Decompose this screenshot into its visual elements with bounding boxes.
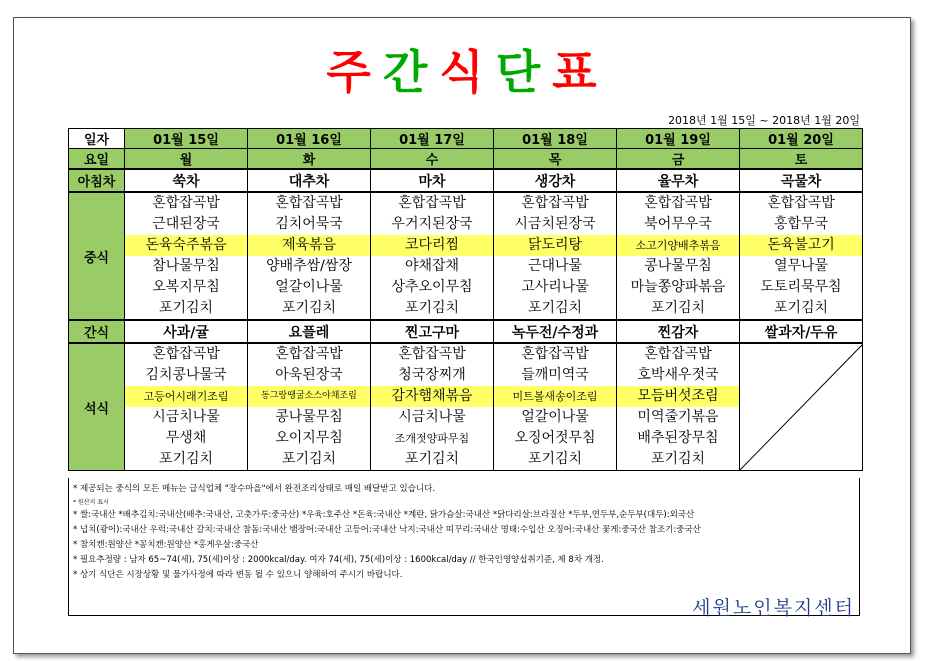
dinner-item: 포기김치 [404,451,460,467]
dinner-item: 김치콩나물국 [145,367,227,383]
lunch-item: 상추오이무침 [391,279,473,295]
tea-cell: 율무차 [617,169,740,192]
dinner-item: 얼갈이나물 [521,409,589,425]
lunch-item: 제육볶음 [248,235,370,256]
lunch-cell [371,192,494,320]
lunch-item: 코다리찜 [371,235,493,256]
dinner-item: 포기김치 [158,451,214,467]
row-lunch [69,192,863,320]
note-line: * 원산지 표시 [73,499,109,506]
label-dinner: 석식 [69,343,125,471]
dinner-item: 아욱된장국 [275,367,343,383]
title-char: 식 [439,45,496,99]
note-line: * 쌀:국내산 *배추김치:국내산(배추:국내산, 고춧가루:중국산) *우육:호주산 *돈육:국내산 *계란, 닭가슴살:국내산 *닭다리살:브라질산 *두부,연두부,순두부(대두):외국산 [73,510,695,520]
date-cell: 01월 19일 [617,129,740,149]
lunch-item: 돈육불고기 [740,235,862,256]
lunch-item: 김치어묵국 [275,216,343,232]
lunch-cell [617,192,740,320]
day-cell: 월 [125,149,248,170]
lunch-item: 포기김치 [281,300,337,316]
lunch-item: 혼합잡곡밥 [275,195,343,211]
dinner-cell [494,343,617,471]
tea-cell: 곡물차 [740,169,863,192]
dinner-item: 청국장찌개 [398,367,466,383]
dinner-item: 미역줄기볶음 [637,409,719,425]
lunch-item: 포기김치 [404,300,460,316]
organization-name: 세원노인복지센터 [692,597,855,619]
weekly-menu-table [68,128,863,471]
lunch-item: 포기김치 [650,300,706,316]
lunch-item: 콩나물무침 [644,258,712,274]
dinner-item: 혼합잡곡밥 [275,346,343,362]
lunch-item: 홍합무국 [773,216,829,232]
note-line: * 넙치(광어):국내산 우럭:국내산 갈치:국내산 참돔:국내산 뱀장어:국내산 고등어:국내산 낙지:국내산 띠꾸리:국내산 명태:수입산 오징어:국내산 꽃게:중국산 참조기:중국산 [73,525,701,535]
dinner-item: 호박새우젓국 [637,367,719,383]
date-cell: 01월 18일 [494,129,617,149]
date-cell: 01월 20일 [740,129,863,149]
label-day: 요일 [69,149,125,170]
snack-cell: 녹두전/수정과 [494,320,617,343]
diagonal-line [740,344,863,470]
date-cell: 01월 16일 [248,129,371,149]
dinner-cell [371,343,494,471]
row-days [69,149,863,170]
dinner-item: 콩나물무침 [275,409,343,425]
lunch-item: 근대나물 [527,258,583,274]
lunch-item: 참나물무침 [152,258,220,274]
label-date: 일자 [69,129,125,149]
date-range: 2018년 1월 15일 ~ 2018년 1월 20일 [668,114,860,127]
dinner-item: 고등어시래기조림 [125,386,247,407]
snack-cell: 찐고구마 [371,320,494,343]
lunch-item: 근대된장국 [152,216,220,232]
tea-cell: 마차 [371,169,494,192]
title-char: 단 [495,45,553,99]
lunch-item: 포기김치 [158,300,214,316]
lunch-item: 포기김치 [527,300,583,316]
date-cell: 01월 15일 [125,129,248,149]
dinner-item: 시금치나물 [152,409,220,425]
row-snack [69,320,863,343]
lunch-item: 시금치된장국 [514,216,596,232]
dinner-item: 들깨미역국 [521,367,589,383]
row-dates [69,129,863,149]
day-cell: 수 [371,149,494,170]
dinner-item: 미트볼새송이조림 [494,386,616,407]
lunch-item: 혼합잡곡밥 [521,195,589,211]
lunch-cell [125,192,248,320]
lunch-item: 혼합잡곡밥 [644,195,712,211]
dinner-cell [248,343,371,471]
lunch-item: 열무나물 [773,258,829,274]
dinner-item: 무생채 [165,430,207,446]
note-line: * 제공되는 중식의 모든 메뉴는 급식업체 "장수마을"에서 완전조리상태로 매일 배달받고 있습니다. [73,484,436,494]
lunch-cell [740,192,863,320]
dinner-item: 동그랑땡굴소스야채조림 [248,386,370,407]
lunch-item: 닭도리탕 [494,235,616,256]
dinner-item: 배추된장무침 [637,430,719,446]
dinner-cell [125,343,248,471]
day-cell: 금 [617,149,740,170]
dinner-item: 포기김치 [650,451,706,467]
lunch-item: 소고기양배추볶음 [617,235,739,256]
day-cell: 토 [740,149,863,170]
lunch-cell [248,192,371,320]
snack-cell: 찐감자 [617,320,740,343]
note-line: * 필요추정량 : 남자 65~74(세), 75(세)이상 : 2000kcal/day. 여자 74(세), 75(세)이상 : 1600kcal/day // 한국인영양섭취기준, 제 8차 개정. [73,555,604,565]
dinner-cell [617,343,740,471]
snack-cell: 쌀과자/두유 [740,320,863,343]
note-line: * 참치캔:원양산 *꽁치캔:원양산 *홍게우살:중국산 [73,540,259,550]
tea-cell: 대추차 [248,169,371,192]
title-char: 간 [382,45,440,99]
lunch-item: 포기김치 [773,300,829,316]
row-morning-tea [69,169,863,192]
lunch-item: 도토리묵무침 [760,279,842,295]
label-lunch: 중식 [69,192,125,320]
dinner-item: 포기김치 [281,451,337,467]
note-line: * 상기 식단은 시장상황 및 물가사정에 따라 변동 될 수 있으니 양해하여 주시기 바랍니다. [73,570,403,580]
lunch-item: 얼갈이나물 [275,279,343,295]
lunch-item: 혼합잡곡밥 [152,195,220,211]
row-dinner [69,343,863,471]
lunch-item: 북어무우국 [644,216,712,232]
dinner-item: 포기김치 [527,451,583,467]
lunch-item: 돈육숙주볶음 [125,235,247,256]
dinner-item: 혼합잡곡밥 [398,346,466,362]
title-char: 표 [552,45,609,99]
dinner-item: 시금치나물 [398,409,466,425]
day-cell: 목 [494,149,617,170]
lunch-item: 고사리나물 [521,279,589,295]
dinner-item: 혼합잡곡밥 [644,346,712,362]
snack-cell: 요플레 [248,320,371,343]
lunch-item: 혼합잡곡밥 [398,195,466,211]
dinner-item: 조개젓양파무침 [394,432,470,445]
title-char: 주 [326,45,383,99]
page-title [0,44,935,100]
tea-cell: 생강차 [494,169,617,192]
lunch-item: 마늘쫑양파볶음 [630,279,726,295]
lunch-item: 오복지무침 [152,279,220,295]
label-snack: 간식 [69,320,125,343]
snack-cell: 사과/귤 [125,320,248,343]
dinner-item: 모듬버섯조림 [617,386,739,407]
dinner-item: 오이지무침 [275,430,343,446]
dinner-item: 오징어젓무침 [514,430,596,446]
lunch-cell [494,192,617,320]
tea-cell: 쑥차 [125,169,248,192]
dinner-empty-cell [740,343,863,471]
lunch-item: 야채잡채 [404,258,460,274]
day-cell: 화 [248,149,371,170]
dinner-item: 혼합잡곡밥 [521,346,589,362]
lunch-item: 양배추쌈/쌈장 [266,258,352,274]
label-morning-tea: 아침차 [69,169,125,192]
lunch-item: 혼합잡곡밥 [767,195,835,211]
dinner-item: 감자햄채볶음 [371,386,493,407]
dinner-item: 혼합잡곡밥 [152,346,220,362]
lunch-item: 우거지된장국 [391,216,473,232]
date-cell: 01월 17일 [371,129,494,149]
